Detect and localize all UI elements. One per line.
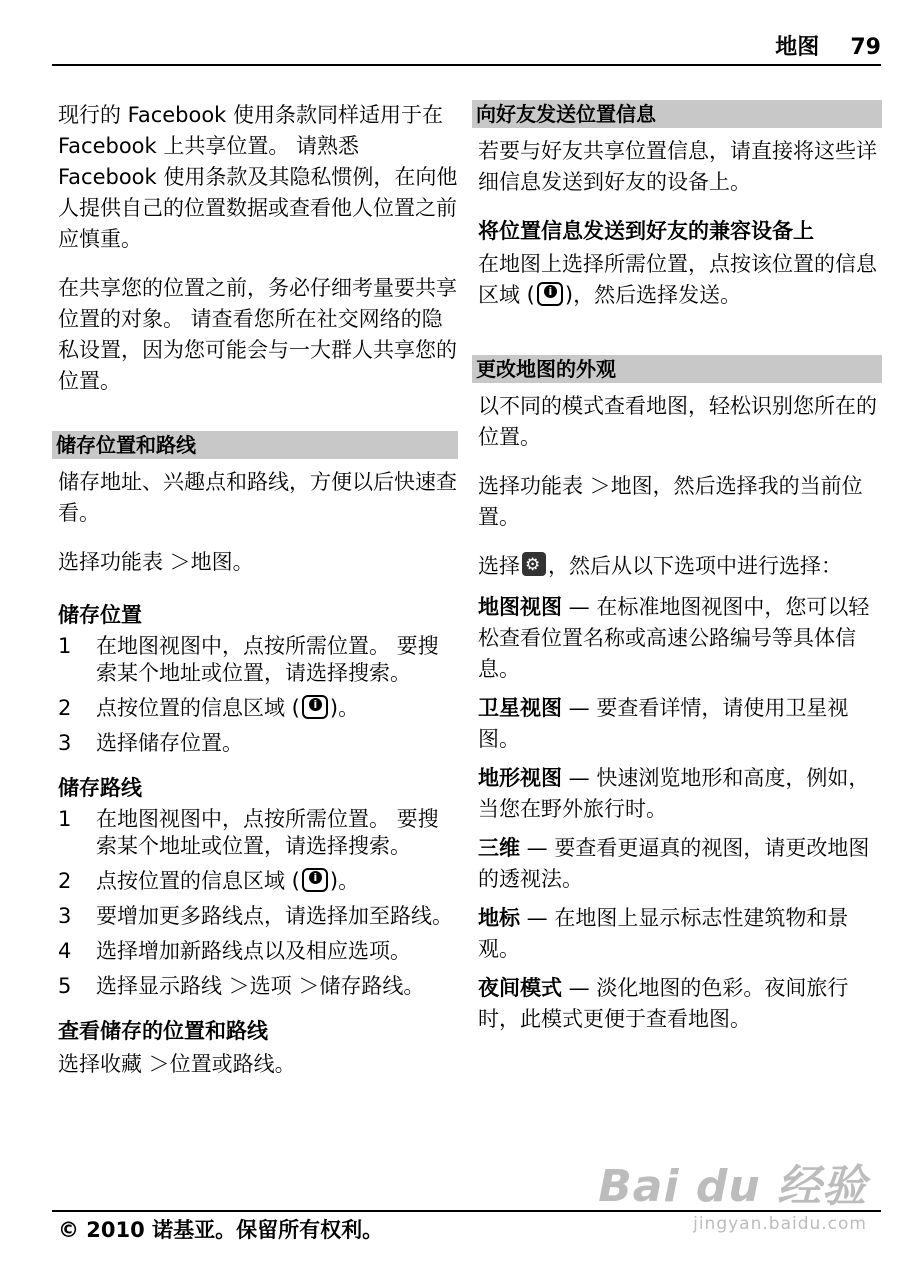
page-number: 79 (850, 35, 881, 60)
appearance-paragraph: 选择功能表 ＞地图，然后选择我的当前位置。 (478, 474, 863, 529)
list-item: 2 点按位置的信息区域 (i )。 (58, 868, 458, 895)
subheading-view-saved: 查看储存的位置和路线 (58, 1019, 268, 1043)
watermark-logo: Bai du 经验 (598, 1161, 867, 1212)
info-area-icon (302, 695, 328, 719)
view-option: 地形视图 — 快速浏览地形和高度，例如，当您在野外旅行时。 (478, 766, 870, 821)
page-header (52, 30, 881, 66)
footer-divider (52, 1210, 881, 1212)
section-paragraph: 储存地址、兴趣点和路线，方便以后快速查看。 (58, 470, 457, 525)
section-heading-appearance: 更改地图的外观 (472, 355, 882, 383)
header-section-title: 地图 (775, 35, 820, 60)
view-option: 三维 — 要查看更逼真的视图，请更改地图的透视法。 (478, 836, 870, 891)
copyright-footer: © 2010 诺基亚。保留所有权利。 (58, 1218, 384, 1242)
send-compatible-paragraph: 在地图上选择所需位置，点按该位置的信息区域 (i )，然后选择发送。 (478, 249, 882, 311)
list-item: 1 在地图视图中，点按所需位置。 要搜索某个地址或位置，请选择搜索。 (58, 634, 439, 685)
section-paragraph: 选择功能表 ＞地图。 (58, 550, 254, 574)
watermark-url: jingyan.baidu.com (693, 1214, 867, 1234)
view-option: 地图视图 — 在标准地图视图中，您可以轻松查看位置名称或高速公路编号等具体信息。 (478, 595, 870, 681)
view-option: 夜间模式 — 淡化地图的色彩。夜间旅行时，此模式更便于查看地图。 (478, 976, 849, 1031)
list-item: 3 选择储存位置。 (58, 731, 243, 755)
info-area-icon (537, 282, 563, 306)
info-area-icon (302, 868, 328, 892)
view-option: 卫星视图 — 要查看详情，请使用卫星视图。 (478, 696, 849, 751)
subheading-save-route: 储存路线 (58, 776, 142, 800)
list-item: 4 选择增加新路线点以及相应选项。 (58, 939, 411, 963)
intro-paragraph: 现行的 Facebook 使用条款同样适用于在 Facebook 上共享位置。 请熟悉 Facebook 使用条款及其隐私惯例，在向他人提供自己的位置数据或查看他人位置之前应慎重。 (58, 103, 458, 251)
view-saved-paragraph: 选择收藏 ＞位置或路线。 (58, 1052, 296, 1076)
section-heading-send: 向好友发送位置信息 (472, 100, 882, 128)
steps-save-location (58, 633, 458, 757)
left-column (58, 100, 458, 1098)
list-item: 3 要增加更多路线点，请选择加至路线。 (58, 904, 453, 928)
intro-paragraph: 在共享您的位置之前，务必仔细考量要共享位置的对象。 请查看您所在社交网络的隐私设置，因为您可能会与一大群人共享您的位置。 (58, 276, 457, 393)
baidu-watermark (598, 1150, 867, 1234)
list-item: 2 点按位置的信息区域 (i )。 (58, 695, 458, 722)
map-options-icon (522, 552, 546, 576)
right-column (478, 100, 882, 1043)
steps-save-route (58, 806, 458, 1000)
view-option: 地标 — 在地图上显示标志性建筑物和景观。 (478, 906, 849, 961)
section-heading-save: 储存位置和路线 (52, 431, 458, 459)
subheading-save-location: 储存位置 (58, 603, 142, 627)
appearance-paragraph: 选择⚙ ，然后从以下选项中进行选择： (478, 551, 882, 582)
subheading-send-compatible: 将位置信息发送到好友的兼容设备上 (478, 219, 814, 243)
list-item: 5 选择显示路线 ＞选项 ＞储存路线。 (58, 974, 425, 998)
send-paragraph: 若要与好友共享位置信息，请直接将这些详细信息发送到好友的设备上。 (478, 139, 877, 194)
list-item: 1 在地图视图中，点按所需位置。 要搜索某个地址或位置，请选择搜索。 (58, 807, 439, 858)
appearance-paragraph: 以不同的模式查看地图，轻松识别您所在的位置。 (478, 394, 877, 449)
